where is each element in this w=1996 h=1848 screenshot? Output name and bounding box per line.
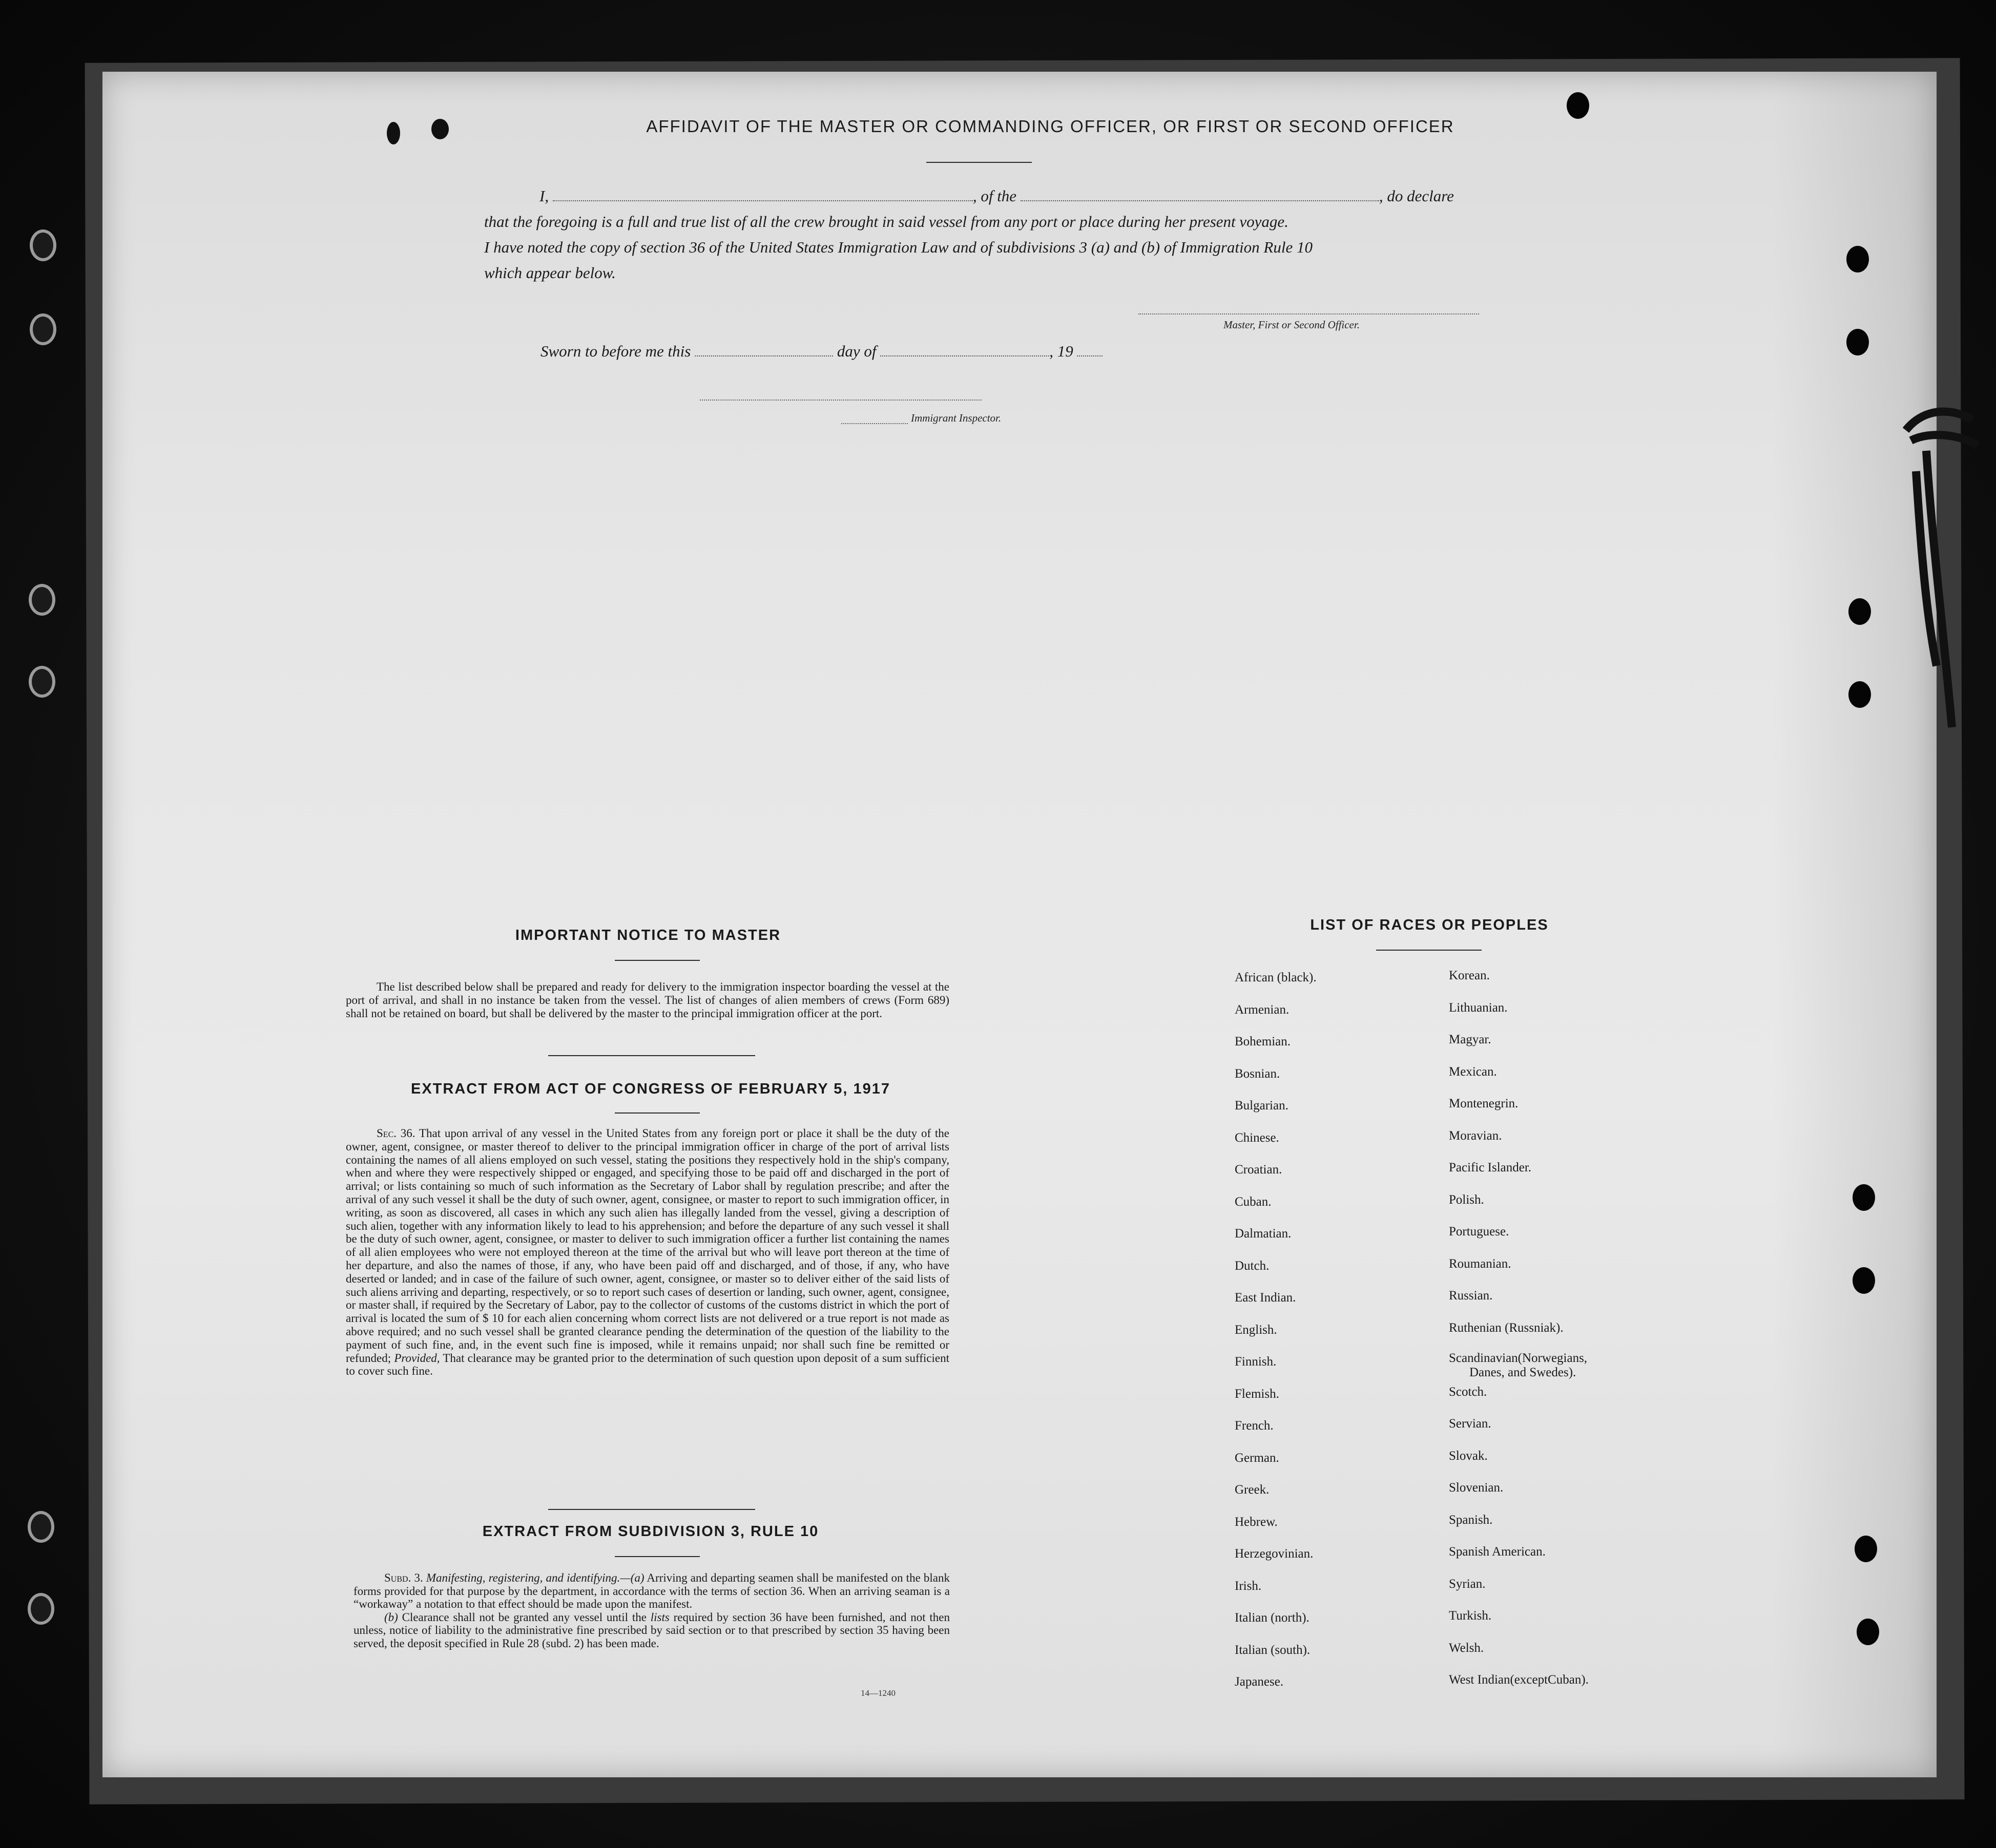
sworn-day-of: day of	[837, 342, 877, 360]
race-item: Flemish.	[1235, 1387, 1279, 1401]
punch-hole-icon	[1567, 92, 1589, 119]
race-item: Finnish.	[1235, 1355, 1277, 1369]
punch-hole-icon	[1853, 1184, 1875, 1211]
races-column-1	[1235, 969, 1317, 1706]
race-item: Hebrew.	[1235, 1515, 1278, 1529]
notice-title-rule	[615, 960, 700, 961]
race-item: Ruthenian (Russniak).	[1449, 1320, 1564, 1335]
vessel-name-field[interactable]	[1021, 200, 1379, 201]
race-item: English.	[1235, 1322, 1277, 1337]
binder-ring-icon	[28, 1511, 54, 1543]
notice-paragraph: The list described below shall be prepared and ready for delivery to the immigration inspector boarding the vessel at the port of arrival, and shall in no instance be taken from the vessel. The list of changes of alien members of crews (Form 689) shall not be retained on board, but shall be delivered by the master to the principal immigration officer at the port.	[346, 980, 949, 1020]
punch-hole-icon	[1846, 329, 1869, 355]
race-item: Armenian.	[1235, 1002, 1290, 1017]
race-item: Polish.	[1449, 1192, 1484, 1207]
rule-text-b2: required by section 36 have been furnished, and not then unless, notice of liability to the administrative fine prescribed by said section or to that prescribed by section 35 having been served, the deposit specified in Rule 28 (subd. 2) has been made.	[354, 1610, 950, 1650]
master-name-field[interactable]	[553, 200, 973, 201]
affidavit-line-3: I have noted the copy of section 36 of the United States Immigration Law and of subdivisions 3 (a) and (b) of Immigration Rule 10	[484, 238, 1313, 256]
master-signature-label: Master, First or Second Officer.	[1223, 319, 1360, 331]
race-item: Syrian.	[1449, 1577, 1486, 1591]
handwritten-mark-icon	[1896, 400, 1983, 748]
race-item: Montenegrin.	[1449, 1097, 1519, 1110]
race-item: Croatian.	[1235, 1163, 1282, 1177]
race-item: Slovenian.	[1449, 1481, 1504, 1495]
binder-ring-icon	[30, 229, 56, 261]
affidavit-title: AFFIDAVIT OF THE MASTER OR COMMANDING OFFICER, OR FIRST OR SECOND OFFICER	[646, 117, 1454, 136]
race-item: Slovak.	[1449, 1448, 1488, 1463]
race-item: Greek.	[1235, 1483, 1270, 1497]
race-item: Dutch.	[1235, 1258, 1270, 1273]
race-item: Chinese.	[1235, 1130, 1279, 1145]
act-text-part-b: That clearance may be granted prior to the determination of such question upon deposit of a sum sufficient to cover such fine.	[346, 1351, 949, 1378]
notice-divider	[548, 1055, 755, 1056]
race-item: Dalmatian.	[1235, 1227, 1292, 1241]
form-page	[102, 72, 1937, 1777]
sworn-month-field[interactable]	[880, 355, 1049, 356]
race-item: Bulgarian.	[1235, 1099, 1288, 1112]
race-item: Bosnian.	[1235, 1066, 1280, 1081]
race-item: Lithuanian.	[1449, 1000, 1508, 1015]
races-title-rule	[1376, 950, 1482, 951]
lists-word: lists	[650, 1610, 670, 1624]
race-item-scandinavian	[1449, 1351, 1589, 1383]
punch-hole-icon	[1857, 1619, 1879, 1645]
rule-text-b1: Clearance shall not be granted any vessel until the	[402, 1610, 647, 1624]
race-item: Moravian.	[1449, 1128, 1502, 1143]
act-extract-title: EXTRACT FROM ACT OF CONGRESS OF FEBRUARY 5, 1917	[410, 1081, 891, 1097]
race-item: African (black).	[1235, 971, 1317, 984]
provided-word: Provided,	[394, 1351, 440, 1364]
punch-hole-icon	[1846, 246, 1869, 272]
races-title: LIST OF RACES OR PEOPLES	[1310, 917, 1549, 933]
rule-text-a: Arriving and departing seamen shall be manifested on the blank forms provided for that purpose by the department, in accordance with the terms of section 36. When an arriving seaman is a “workaway” a notation to that effect should be made upon the manifest.	[354, 1571, 950, 1610]
notice-title: IMPORTANT NOTICE TO MASTER	[515, 927, 781, 943]
master-signature-field[interactable]	[1138, 313, 1479, 314]
punch-hole-icon	[1853, 1267, 1875, 1294]
subd-label: Subd. 3.	[384, 1571, 423, 1584]
affidavit-do-declare: , do declare	[1379, 187, 1454, 205]
race-item: Italian (north).	[1235, 1611, 1309, 1625]
inspector-signature-field[interactable]	[700, 400, 982, 401]
race-item: Portuguese.	[1449, 1225, 1509, 1238]
act-title-rule	[615, 1112, 700, 1114]
race-item-continuation: Danes, and Swedes).	[1469, 1366, 1576, 1379]
rule-extract-text	[354, 1571, 950, 1650]
punch-hole-icon	[1855, 1536, 1877, 1562]
sworn-text: Sworn to before me this	[540, 342, 691, 360]
binder-ring-icon	[30, 313, 56, 345]
binder-ring-icon	[29, 666, 55, 698]
race-item: Italian (south).	[1235, 1643, 1311, 1657]
race-item: Scotch.	[1449, 1384, 1487, 1399]
notice-text	[346, 980, 949, 1020]
affidavit-line-4: which appear below.	[484, 264, 616, 282]
top-left-punch-mark	[387, 122, 400, 144]
race-item: Japanese.	[1235, 1675, 1284, 1689]
race-item: Cuban.	[1235, 1194, 1272, 1209]
inspector-label: Immigrant Inspector.	[911, 412, 1002, 424]
form-number: 14—1240	[861, 1688, 896, 1698]
act-divider	[548, 1509, 755, 1510]
affidavit-of-the: , of the	[972, 187, 1017, 205]
race-item: Welsh.	[1449, 1641, 1484, 1655]
race-item: Magyar.	[1449, 1033, 1491, 1046]
affidavit-title-rule	[926, 162, 1032, 163]
races-column-2	[1449, 967, 1589, 1704]
inspector-signature-dots	[841, 423, 908, 424]
act-extract-text	[346, 1127, 949, 1378]
sworn-day-field[interactable]	[695, 355, 833, 356]
binder-ring-icon	[29, 584, 55, 616]
race-item: Irish.	[1235, 1579, 1262, 1593]
sworn-year-field[interactable]	[1077, 355, 1103, 356]
rule-extract-title: EXTRACT FROM SUBDIVISION 3, RULE 10	[482, 1523, 819, 1540]
affidavit-i: I,	[539, 187, 549, 205]
binder-ring-icon	[28, 1593, 54, 1625]
punch-hole-icon	[1848, 598, 1871, 625]
race-item: Russian.	[1449, 1289, 1493, 1303]
act-text-part-a: That upon arrival of any vessel in the United States from any foreign port or place it shall be the duty of the owner, agent, consignee, or master thereof to deliver to the principal immigration officer in charge of the port of arrival lists containing the names of all aliens employed on such vessel, stating the positions they respectively hold in the ship's company, when and where they were respectively shipped or engaged, and specifying those to be paid off and discharged in the port of arrival; or lists containing so much of such information as the Secretary of Labor shall by regulation prescribe; and after the arrival of any such vessel it shall be the duty of such owner, agent, consignee, or master to report to such immigration officer, in writing, as soon as discovered, all cases in which any such alien has illegally landed from the vessel, giving a description of such alien, together with any information likely to lead to his apprehension; and before the departure of any such vessel it shall be the duty of such owner, agent, consignee, or master to deliver to such immigration officer a further list containing the names of all alien employees who were not employed thereon at the time of the arrival but who will leave port thereon at the time of her departure, and also the names of those, if any, who have been paid off and discharged, and of those, if any, who have deserted or landed; and in case of the failure of such owner, agent, consignee, or master so to deliver either of the said lists of such aliens arriving and departing, respectively, or so to report such cases of desertion or landing, such owner, agent, consignee, or master shall, if required by the Secretary of Labor, pay to the collector of customs of the customs district in which the port of arrival is located the sum of $ 10 for each alien concerning whom correct lists are not delivered or a true report is not made as above required; and no such vessel shall be granted clearance pending the determination of the question of the liability to the payment of such fine, and, in the event such fine is imposed, while it remains unpaid; nor shall such fine be remitted or refunded;	[346, 1127, 949, 1364]
race-item: Korean.	[1449, 969, 1490, 982]
race-item: German.	[1235, 1451, 1279, 1465]
race-item: Herzegovinian.	[1235, 1547, 1314, 1561]
b-label: (b)	[384, 1610, 398, 1624]
sworn-year-prefix: , 19	[1049, 342, 1073, 360]
race-item: Bohemian.	[1235, 1035, 1291, 1048]
sworn-statement	[540, 342, 1103, 361]
race-item: Servian.	[1449, 1417, 1491, 1431]
affidavit-line-2: that the foregoing is a full and true list of all the crew brought in said vessel from any port or place during her present voyage.	[484, 213, 1288, 230]
race-item: Spanish American.	[1449, 1545, 1546, 1559]
race-item: Scandinavian(Norwegians,	[1449, 1351, 1588, 1365]
race-item: Turkish.	[1449, 1609, 1492, 1623]
subd-heading: Manifesting, registering, and identifying.—(a)	[426, 1571, 644, 1584]
rule-title-rule	[615, 1556, 700, 1557]
affidavit-body	[484, 183, 1483, 286]
page-edge	[1773, 72, 1937, 1777]
race-item: Mexican.	[1449, 1064, 1497, 1079]
race-item: Pacific Islander.	[1449, 1161, 1532, 1174]
race-item: East Indian.	[1235, 1291, 1296, 1305]
race-item: West Indian(exceptCuban).	[1449, 1673, 1589, 1687]
race-item: Spanish.	[1449, 1513, 1493, 1527]
section-label: Sec. 36.	[377, 1127, 415, 1140]
race-item: Roumanian.	[1449, 1256, 1511, 1271]
race-item: French.	[1235, 1419, 1274, 1433]
punch-hole-icon	[1848, 681, 1871, 708]
